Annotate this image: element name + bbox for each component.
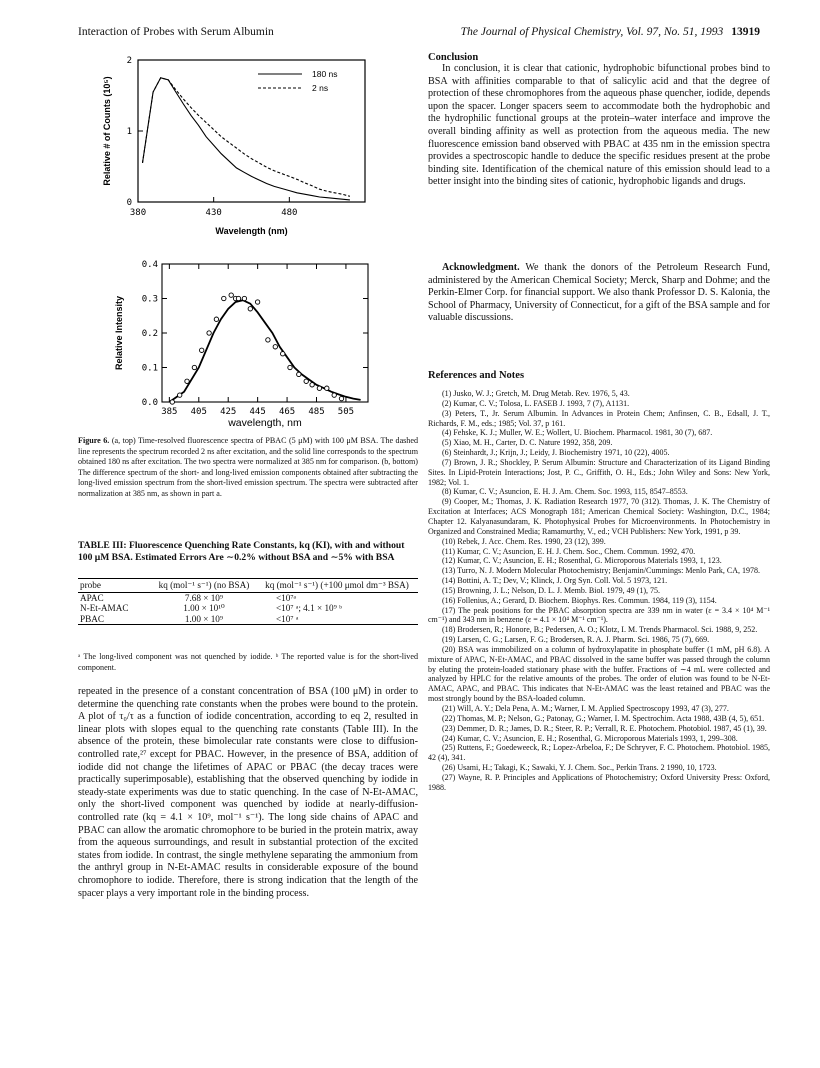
- reference-item: (4) Fehske, K. J.; Muller, W. E.; Wollert, U. Biochem. Pharmacol. 1981, 30 (7), 687.: [442, 428, 713, 438]
- acknowledgment-text: We thank the donors of the Petroleum Research Fund, administered by the American Chemical Society; Merck, Sharp and Dohme; and the Perkin-Elmer Corp. for financial support. We also thank Professor D. S. Kalonia, the School of Pharmacy, University of Connecticut, for a gift of the BSA sample and for valuable discussions.: [428, 262, 770, 324]
- reference-item: (12) Kumar, C. V.; Asuncion, E. H.; Rosenthal, G. Microporous Materials 1993, 1, 123.: [442, 556, 722, 566]
- reference-item: (17) The peak positions for the PBAC absorption spectra are 339 nm in water (ε = 3.4 × 10⁴ M⁻¹ cm⁻¹) and 343 nm in benzene (ε = 4.1 × 10⁴ M⁻¹ cm⁻¹).: [428, 605, 770, 625]
- table-row: [78, 614, 418, 625]
- conclusion-text: In conclusion, it is clear that cationic, hydrophobic bifunctional probes bind to BSA with affinities comparable to that of salicylic acid and that the degree of protection of these chromophores from the aqueous phase quencher, iodide, depends upon the spacer. Longer spacers seem to accommodate both the hydrophobic and the hydrophilic functional groups at the protein–water interface and improve the overall binding affinity as well as protection from the aqueous media. The new fluorescence emission band observed with PBAC at 435 nm in the emission spectra provides a spectroscopic handle to deduce the specific residues present at the probe binding site. Identification of the chemical nature of this emission should lead to a better insight into the binding sites of cationic, hydrophobic ligands and drugs.: [428, 63, 770, 188]
- reference-item: (14) Bottini, A. T.; Dev, V.; Klinck, J. Org Syn. Coll. Vol. 5 1973, 121.: [442, 576, 668, 586]
- x-tick-label: 380: [129, 208, 147, 218]
- reference-item: (2) Kumar, C. V.; Tolosa, L. FASEB J. 1993, 7 (7), A1131.: [442, 398, 630, 408]
- table-cell: PBAC: [78, 614, 152, 625]
- y-tick-label: 0.4: [141, 260, 158, 270]
- legend-label: 2 ns: [312, 83, 329, 93]
- reference-item: (6) Steinhardt, J.; Krijn, J.; Leidy, J. Biochemistry 1971, 10 (22), 4005.: [442, 448, 670, 458]
- journal-citation: The Journal of Physical Chemistry, Vol. 97, No. 51, 1993: [460, 26, 724, 38]
- quenching-table: [78, 578, 418, 625]
- table-title: TABLE III: Fluorescence Quenching Rate Constants, kq (KI), with and without 100 μM BSA. Estimated Errors Are ∼0.2% without BSA and ∼5% with BSA: [78, 540, 405, 563]
- data-point: [273, 345, 277, 349]
- table-row: [78, 592, 418, 603]
- y-tick-label: 1: [126, 127, 132, 137]
- table-cell: N-Et-AMAC: [80, 603, 129, 613]
- reference-item: (16) Follenius, A.; Gerard, D. Biochem. Biophys. Res. Commun. 1984, 119 (3), 1154.: [442, 595, 717, 605]
- x-axis-label: wavelength, nm: [228, 417, 302, 429]
- data-point: [248, 307, 252, 311]
- data-point: [317, 386, 321, 390]
- reference-item: (18) Brodersen, R.; Honore, B.; Pedersen, A. O.; Klotz, I. M. Trends Pharmacol. Sci. 1988, 9, 252.: [442, 625, 758, 635]
- y-axis-label: Relative Intensity: [114, 295, 124, 371]
- table-cell: 1.00 × 10⁹: [152, 614, 256, 625]
- reference-item: (13) Turro, N. J. Modern Molecular Photochemistry; Benjamin/Cummings: Menlo Park, CA, 1978.: [442, 566, 760, 576]
- figure-6a-chart: [80, 52, 400, 252]
- reference-item: (23) Demmer, D. R.; James, D. R.; Steer, R. P.; Verrall, R. E. Photochem. Photobiol. 1987, 45 (1), 39.: [442, 723, 767, 733]
- y-tick-label: 0.3: [141, 294, 158, 305]
- reference-item: (9) Cooper, M.; Thomas, J. K. Radiation Research 1977, 70 (312). Thomas, J. K. The Chemistry of Excitation at Interfaces; ACS Monograph 181; American Chemical Society: Washington, D.C., 1984; Chapter 12. Kalyanasundaram, K. Photophysical Probes for Microenvironments. In Photochemistry in Organized and Constrained Media; Ramamurthy, V., ed.; VCH Publishers: New York, 1991, p 39.: [428, 497, 770, 536]
- reference-item: (8) Kumar, C. V.; Asuncion, E. H. J. Am. Chem. Soc. 1993, 115, 8547–8553.: [442, 487, 688, 497]
- table-row: [78, 603, 418, 614]
- table-cell: 7.68 × 10⁹: [184, 592, 224, 603]
- data-point: [200, 348, 204, 352]
- reference-item: (7) Brown, J. R.; Shockley, P. Serum Albumin: Structure and Characterization of its Ligand Binding Sites. In Lipid-Protein Interactions; Jost, P. C., Griffith, O. H., Eds.; John Wiley and Sons: New York, 1982; Vol. 1.: [428, 457, 770, 487]
- data-point: [207, 331, 211, 335]
- table-header-no-bsa: kq (mol⁻¹ s⁻¹) (no BSA): [152, 579, 256, 593]
- conclusion-heading: Conclusion: [428, 52, 479, 63]
- data-point: [192, 365, 196, 369]
- x-tick-label: 485: [308, 407, 325, 417]
- table-footnote: ᵃ The long-lived component was not quenched by iodide. ᵇ The reported value is for the short-lived component.: [78, 652, 418, 672]
- data-point: [222, 296, 226, 300]
- figure-caption-text: (a, top) Time-resolved fluorescence spectra of PBAC (5 μM) with 100 μM BSA. The dashed line represents the spectrum recorded 2 ns after excitation, and the solid line corresponds to the spectrum obtained 180 ns after excitation. The two spectra were normalized at 385 nm for comparison. (b, bottom) The difference spectrum of the short- and long-lived emission components obtained after subtracting the long-lived emission spectrum from the short-lived emission spectrum. The spectra were subtracted after normalization at 385 nm, as shown in part a.: [78, 436, 418, 498]
- reference-item: (22) Thomas, M. P.; Nelson, G.; Patonay, G.; Warner, I. M. Spectrochim. Acta 1988, 43B (4, 5), 651.: [442, 713, 765, 723]
- figure-6b-chart: [80, 256, 400, 434]
- reference-item: (20) BSA was immobilized on a column of hydroxylapatite in phosphate buffer (1 mM, pH 6.8). A mixture of APAC, N-Et-AMAC, and PBAC dissolved in the same buffer was passed through the column by eluting the protein-loaded stationary phase with the buffer. Fractions of ∼4 mL were collected and analyzed by HPLC for the relative amounts of the probes. The order of elution was found to be N-Et-AMAC, APAC, and PBAC. This indicates that N-Et-AMAC was the least retained and PBAC was the most strongly bound by the BSA-loaded column.: [428, 644, 770, 704]
- y-tick-label: 0.1: [141, 363, 158, 374]
- reference-item: (15) Browning, J. L.; Nelson, D. L. J. Memb. Biol. 1979, 49 (1), 75.: [442, 585, 660, 595]
- figure-label: Figure 6.: [78, 436, 110, 445]
- x-tick-label: 405: [190, 407, 207, 417]
- reference-item: (19) Larsen, C. G.; Larsen, F. G.; Brodersen, R. A. J. Pharm. Sci. 1986, 75 (7), 669.: [442, 635, 710, 645]
- reference-item: (24) Kumar, C. V.; Asuncion, E. H.; Rosenthal, G. Microporous Materials 1993, 1, 299–308.: [442, 733, 738, 743]
- x-axis-label: Wavelength (nm): [215, 226, 288, 236]
- figure-6a: [80, 52, 400, 252]
- reference-item: (11) Kumar, C. V.; Asuncion, E. H. J. Chem. Soc., Chem. Commun. 1992, 470.: [442, 546, 696, 556]
- data-point: [288, 365, 292, 369]
- page-number: 13919: [731, 26, 760, 38]
- x-tick-label: 505: [337, 407, 355, 417]
- x-tick-label: 385: [161, 407, 178, 417]
- plot-frame: [162, 264, 368, 402]
- fit-curve: [169, 300, 360, 402]
- data-point: [214, 317, 218, 321]
- y-tick-label: 0.0: [141, 398, 158, 408]
- legend-label: 180 ns: [312, 69, 338, 79]
- data-point: [229, 293, 233, 297]
- x-tick-label: 445: [249, 407, 266, 417]
- x-tick-label: 425: [220, 407, 237, 417]
- body-paragraph-left: repeated in the presence of a constant concentration of BSA (100 μM) in order to determine the quenching rate constants when the probes were bound to the protein. A plot of τ₀/τ as a function of iodide concentration, according to eq 2, resulted in linear plots with slopes equal to the quenching rate constants (Table III). In the absence of the protein, these bimolecular rate constants were close to diffusion-controlled rate,²⁷ except for PBAC. However, in the presence of BSA, addition of iodide did not change the lifetimes of APAC or PBAC (the decay traces were practically superimposable), establishing that the observed quenching by iodide in steady-state experiments was due to static quenching. In the case of N-Et-AMAC, only the short-lived component was quenched by iodide at nearly-diffusion-controlled rate (kq = 4.1 × 10⁹, mol⁻¹ s⁻¹). The long side chains of APAC and PBAC can allow the aromatic chromophore to be buried in the protein matrix, away from the aqueous surroundings, and result in substantial protection of the excited states from iodide. In contrast, the single methylene separating the ammonium from the anthryl group in N-Et-AMAC results in considerable exposure of the bound chromophore to iodide. Therefore, there is strong indication that the length of the spacer plays a very important role in the binding process.: [78, 686, 418, 899]
- figure-caption: [78, 436, 418, 500]
- y-tick-label: 0.2: [141, 329, 158, 339]
- reference-item: (1) Jusko, W. J.; Gretch, M. Drug Metab. Rev. 1976, 5, 43.: [442, 389, 630, 398]
- running-header-right: [461, 26, 760, 38]
- data-point: [325, 386, 329, 390]
- acknowledgment-label: Acknowledgment.: [442, 262, 520, 273]
- reference-item: (27) Wayne, R. P. Principles and Applications of Photochemistry; Oxford University Press: Oxford, 1988.: [428, 772, 770, 792]
- reference-item: (21) Will, A. Y.; Dela Pena, A. M.; Warner, I. M. Applied Spectroscopy 1993, 47 (3), 277.: [442, 704, 729, 713]
- table-cell: 1.00 × 10¹⁰: [183, 603, 225, 613]
- data-point: [236, 296, 240, 300]
- data-point: [178, 393, 182, 397]
- y-tick-label: 0: [126, 198, 132, 208]
- y-axis-label: Relative # of Counts (10⁵): [102, 76, 112, 186]
- table-cell: <10⁷ᵃ: [275, 592, 297, 603]
- reference-item: (10) Rebek, J. Acc. Chem. Res. 1990, 23 (12), 399.: [442, 536, 606, 546]
- references-list: [428, 389, 770, 793]
- acknowledgment-section: [428, 262, 770, 325]
- x-tick-label: 430: [205, 208, 222, 218]
- data-point: [255, 300, 259, 304]
- data-point: [281, 352, 285, 356]
- data-point: [266, 338, 270, 342]
- figure-6b: [80, 256, 400, 434]
- reference-item: (5) Xiao, M. H., Carter, D. C. Nature 1992, 358, 209.: [442, 438, 613, 448]
- running-header-left: Interaction of Probes with Serum Albumin: [78, 26, 274, 38]
- references-heading: References and Notes: [428, 370, 525, 381]
- data-point: [185, 379, 189, 383]
- data-point: [297, 372, 301, 376]
- table-cell: <10⁷ ᵃ; 4.1 × 10⁹ ᵇ: [275, 603, 342, 613]
- data-point: [310, 383, 314, 387]
- data-point: [242, 296, 246, 300]
- data-point: [170, 400, 174, 404]
- table-cell: APAC: [80, 592, 104, 603]
- data-point: [304, 379, 308, 383]
- x-tick-label: 480: [281, 208, 298, 218]
- table-header-probe: probe: [78, 579, 152, 593]
- plot-frame: [138, 60, 365, 202]
- y-tick-label: 2: [126, 56, 132, 66]
- reference-item: (3) Peters, T., Jr. Serum Albumin. In Advances in Protein Chem; Anfinsen, C. B., Edsall, J. T., Richards, F. M., eds.; 1985; Vol. 37, p 161.: [428, 408, 770, 428]
- table-cell: <10⁷ ᵃ: [256, 614, 418, 625]
- reference-item: (25) Ruttens, F.; Goedeweeck, R.; Lopez-Arbeloa, F.; De Schryver, F. C. Photochem. Photobiol. 1985, 42 (4), 341.: [428, 743, 770, 763]
- data-point: [332, 393, 336, 397]
- table-header-with-bsa: kq (mol⁻¹ s⁻¹) (+100 μmol dm⁻³ BSA): [256, 579, 418, 593]
- series-line-180-ns: [143, 78, 350, 200]
- series-line-2-ns: [143, 78, 350, 197]
- x-tick-label: 465: [278, 407, 296, 417]
- conclusion-section: [428, 52, 770, 189]
- reference-item: (26) Usami, H.; Takagi, K.; Sawaki, Y. J. Chem. Soc., Perkin Trans. 2 1990, 10, 1723.: [442, 763, 717, 773]
- data-point: [339, 396, 343, 400]
